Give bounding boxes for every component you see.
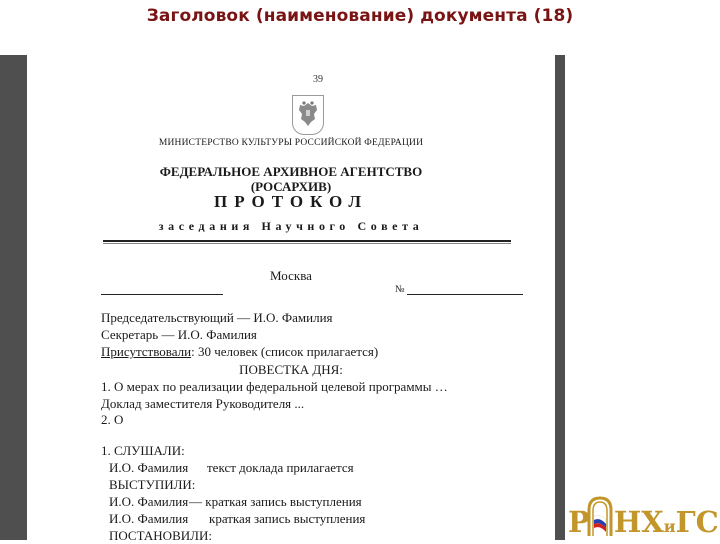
- logo-text: [568, 505, 719, 539]
- present-label: Присутствовали: [101, 344, 192, 359]
- agenda-item: 2. О: [101, 412, 124, 427]
- page-shadow-left: [0, 55, 27, 540]
- document-type: ПРОТОКОЛ: [213, 192, 368, 211]
- chair-line: Председательствующий — И.О. Фамилия: [101, 310, 333, 325]
- heard-name: И.О. Фамилия: [109, 460, 189, 475]
- agency-abbreviation: (РОСАРХИВ): [250, 179, 332, 194]
- logo-letter: Р: [568, 505, 590, 539]
- page-shadow-right: [555, 55, 565, 540]
- ranepa-logo: [568, 496, 720, 540]
- agenda-item: 1. О мерах по реализации федеральной целевой программы …: [101, 379, 448, 394]
- number-field-line: [407, 294, 523, 295]
- city: Москва: [270, 268, 312, 283]
- present-line: [101, 344, 378, 360]
- secretary-line: Секретарь — И.О. Фамилия: [101, 327, 257, 342]
- logo-letters: ГС: [675, 505, 719, 539]
- header-divider-thin: [103, 243, 511, 244]
- resolved-heading: ПОСТАНОВИЛИ:: [109, 528, 212, 543]
- heard-heading: 1. СЛУШАЛИ:: [101, 443, 185, 458]
- agency-name: ФЕДЕРАЛЬНОЕ АРХИВНОЕ АГЕНТСТВО: [159, 164, 423, 179]
- slide-title: Заголовок (наименование) документа (18): [146, 6, 574, 26]
- agenda-item: Доклад заместителя Руководителя ...: [101, 396, 305, 411]
- logo-letters: НХ: [613, 505, 664, 539]
- document-subtitle: заседания Научного Совета: [158, 219, 424, 233]
- coat-of-arms-icon: [292, 95, 324, 135]
- spoke-text: краткая запись выступления: [209, 511, 366, 526]
- spoke-name: И.О. Фамилия: [109, 511, 189, 526]
- spoke-text: — краткая запись выступления: [189, 494, 362, 509]
- heard-text: текст доклада прилагается: [207, 460, 354, 475]
- present-text: : 30 человек (список прилагается): [191, 344, 379, 359]
- agenda-heading: ПОВЕСТКА ДНЯ:: [239, 362, 343, 377]
- ministry-name: МИНИСТЕРСТВО КУЛЬТУРЫ РОССИЙСКОЙ ФЕДЕРАЦИИ: [158, 138, 424, 148]
- number-label: №: [395, 284, 405, 295]
- logo-letter-small: и: [663, 517, 676, 536]
- spoke-heading: ВЫСТУПИЛИ:: [109, 477, 196, 492]
- document-page: [29, 50, 553, 543]
- page-number: 39: [313, 74, 323, 85]
- header-divider: [103, 240, 511, 242]
- date-field-line: [101, 294, 223, 295]
- spoke-name: И.О. Фамилия: [109, 494, 189, 509]
